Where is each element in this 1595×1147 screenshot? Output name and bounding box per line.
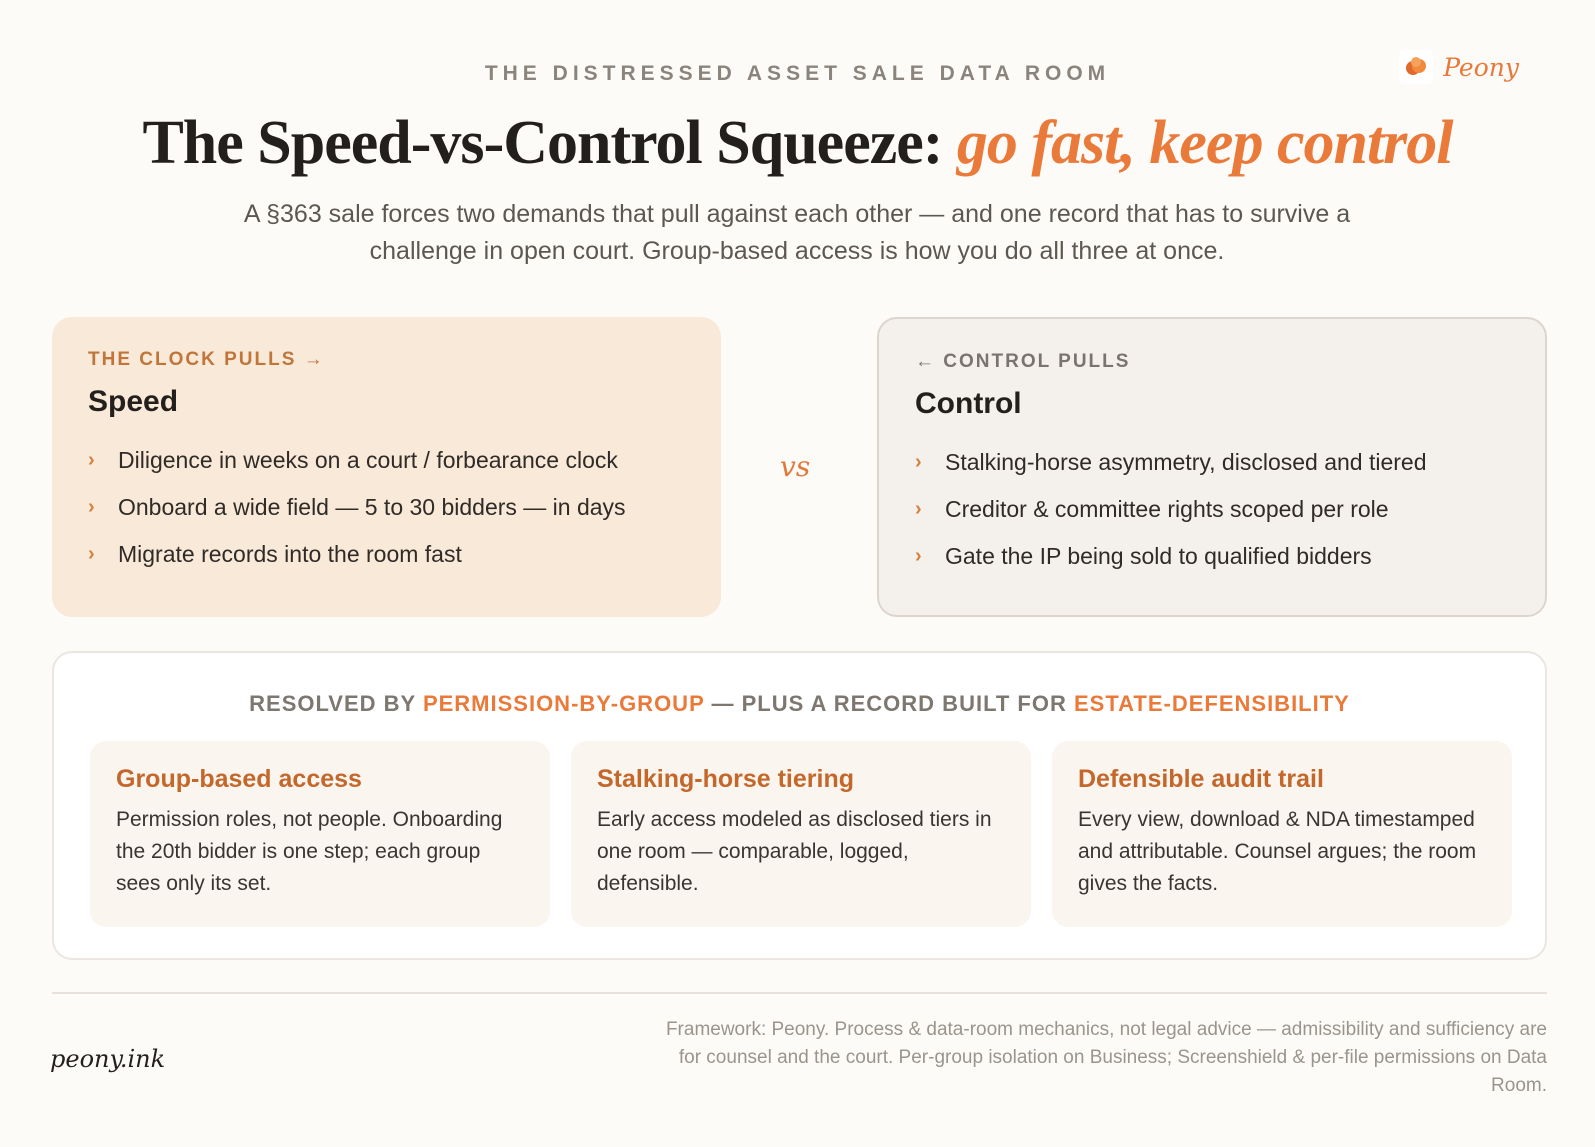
resolution-highlight-defensibility: ESTATE-DEFENSIBILITY bbox=[1073, 691, 1350, 716]
chevron-right-icon: › bbox=[88, 496, 95, 518]
chevron-right-icon: › bbox=[915, 451, 922, 473]
speed-card bbox=[52, 317, 721, 617]
list-item-text: Gate the IP being sold to qualified bidders bbox=[945, 543, 1372, 569]
feature-card-title: Defensible audit trail bbox=[1078, 765, 1324, 793]
feature-card-stalking-horse bbox=[571, 741, 1031, 927]
speed-eyebrow: THE CLOCK PULLS → bbox=[88, 349, 325, 370]
resolution-panel bbox=[52, 651, 1547, 960]
resolution-middle: — PLUS A RECORD BUILT FOR bbox=[704, 691, 1074, 716]
list-item bbox=[915, 486, 1509, 533]
resolution-prefix: RESOLVED BY bbox=[249, 691, 423, 716]
chevron-right-icon: › bbox=[915, 498, 922, 520]
feature-card-title: Group-based access bbox=[116, 765, 362, 793]
brand-name: Peony bbox=[1443, 52, 1519, 82]
list-item bbox=[915, 533, 1509, 580]
footer-disclaimer: Framework: Peony. Process & data-room mechanics, not legal advice — admissibility and sufficiency are for counsel and the court. Per-group isolation on Business; Screenshield & per-file permissions on Data Room. bbox=[665, 1019, 1547, 1096]
control-eyebrow: ← CONTROL PULLS bbox=[915, 351, 1131, 372]
title-main: The Speed-vs-Control Squeeze: bbox=[142, 109, 957, 177]
list-item bbox=[88, 484, 685, 531]
list-item-text: Creditor & committee rights scoped per role bbox=[945, 496, 1389, 522]
vs-label: vs bbox=[780, 450, 811, 483]
feature-card-body: Early access modeled as disclosed tiers in one room — comparable, logged, defensible. bbox=[597, 808, 992, 895]
list-item-text: Diligence in weeks on a court / forbearance clock bbox=[118, 447, 618, 473]
speed-heading: Speed bbox=[88, 385, 179, 418]
page-eyebrow: THE DISTRESSED ASSET SALE DATA ROOM bbox=[484, 62, 1111, 85]
page-subtitle: A §363 sale forces two demands that pull against each other — and one record that has to survive a challenge in open court. Group-based access is how you do all three at once. bbox=[243, 200, 1351, 265]
resolution-heading bbox=[54, 691, 1545, 717]
feature-card-audit-trail bbox=[1052, 741, 1512, 927]
title-accent: go fast, keep control bbox=[956, 109, 1453, 177]
list-item-text: Stalking-horse asymmetry, disclosed and tiered bbox=[945, 449, 1427, 475]
feature-card-group-access bbox=[90, 741, 550, 927]
resolution-highlight-group: PERMISSION-BY-GROUP bbox=[422, 691, 705, 716]
speed-list bbox=[88, 437, 685, 578]
page-title bbox=[0, 108, 1595, 179]
control-heading: Control bbox=[915, 387, 1022, 420]
chevron-right-icon: › bbox=[88, 449, 95, 471]
feature-card-body: Permission roles, not people. Onboarding the 20th bidder is one step; each group sees only its set. bbox=[116, 808, 503, 895]
list-item bbox=[915, 439, 1509, 486]
list-item-text: Onboard a wide field — 5 to 30 bidders — in days bbox=[118, 494, 626, 520]
list-item bbox=[88, 531, 685, 578]
feature-card-title: Stalking-horse tiering bbox=[597, 765, 854, 793]
list-item-text: Migrate records into the room fast bbox=[118, 541, 462, 567]
control-list bbox=[915, 439, 1509, 580]
chevron-right-icon: › bbox=[88, 543, 95, 565]
control-card bbox=[877, 317, 1547, 617]
list-item bbox=[88, 437, 685, 484]
footer-site-link[interactable]: peony.ink bbox=[50, 1045, 166, 1073]
footer-divider bbox=[52, 992, 1547, 994]
feature-card-body: Every view, download & NDA timestamped and attributable. Counsel argues; the room gives the facts. bbox=[1078, 808, 1477, 895]
chevron-right-icon: › bbox=[915, 545, 922, 567]
